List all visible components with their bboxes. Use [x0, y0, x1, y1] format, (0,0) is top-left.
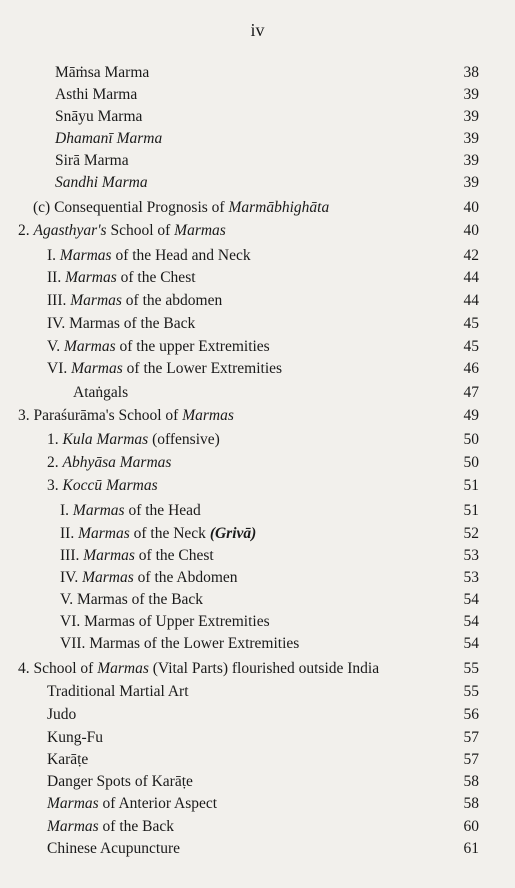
toc-entry [0, 727, 515, 749]
toc-entry-title: Dhamanī Marma [55, 130, 163, 147]
toc-entry-page: 57 [463, 751, 479, 768]
toc-entry [0, 197, 515, 219]
toc-entry-title: V. Marmas of the Back [60, 591, 204, 608]
toc-entry-page: 58 [463, 795, 479, 812]
toc-entry-page: 51 [463, 477, 479, 494]
toc-entry-page: 58 [463, 773, 479, 790]
toc-entry-title: VI. Marmas of the Lower Extremities [47, 360, 283, 377]
toc-entry [0, 475, 515, 497]
toc-entry-page: 55 [463, 660, 479, 677]
toc-entry-title: 3. Paraśurāma's School of Marmas [18, 407, 234, 424]
toc-entry-title: I. Marmas of the Head [60, 502, 201, 519]
toc-entry [0, 220, 515, 242]
toc-entry [0, 589, 515, 611]
toc-entry-title: Sirā Marma [55, 152, 129, 169]
toc-entry-page: 54 [463, 613, 479, 630]
toc-entry-title: Danger Spots of Karāṭe [47, 773, 193, 790]
toc-entry-title: V. Marmas of the upper Extremities [47, 338, 270, 355]
toc-entry-title: Traditional Martial Art [47, 683, 189, 700]
toc-entry [0, 106, 515, 128]
toc-entry-title: III. Marmas of the Chest [60, 547, 214, 564]
toc-entry [0, 633, 515, 655]
toc-entry [0, 313, 515, 335]
toc-entry [0, 382, 515, 404]
page-number: iv [250, 20, 265, 40]
toc-entry-page: 45 [463, 315, 479, 332]
toc-entry [0, 611, 515, 633]
toc-entry [0, 358, 515, 380]
toc-entry-title: VI. Marmas of Upper Extremities [60, 613, 270, 630]
toc-entry-title: Snāyu Marma [55, 108, 143, 125]
toc-entry-title: Māṁsa Marma [55, 64, 150, 81]
toc-entry-title: II. Marmas of the Chest [47, 269, 196, 286]
toc-entry-title: 1. Kula Marmas (offensive) [47, 431, 220, 448]
toc-entry [0, 245, 515, 267]
toc-entry-title: Asthi Marma [55, 86, 138, 103]
toc-entry-title: Chinese Acupuncture [47, 840, 181, 857]
toc-entry-page: 38 [463, 64, 479, 81]
toc-entry-page: 50 [463, 431, 479, 448]
toc-entry-title: Sandhi Marma [55, 174, 148, 191]
toc-entry-title: Kung-Fu [47, 729, 103, 746]
toc-entry-page: 39 [463, 174, 479, 191]
toc-entry [0, 545, 515, 567]
toc-entry-page: 53 [463, 569, 479, 586]
toc-entry-page: 50 [463, 454, 479, 471]
toc-entry [0, 749, 515, 771]
toc-entry [0, 681, 515, 703]
toc-entry-page: 39 [463, 108, 479, 125]
toc-entry-page: 39 [463, 130, 479, 147]
toc-entry [0, 452, 515, 474]
toc-entry-title: IV. Marmas of the Abdomen [60, 569, 238, 586]
toc-entry [0, 290, 515, 312]
toc-entry-page: 54 [463, 635, 479, 652]
toc-entry-title: Judo [47, 706, 77, 723]
toc-entry [0, 429, 515, 451]
toc-entry [0, 523, 515, 545]
toc-entry-page: 61 [463, 840, 479, 857]
toc-entry-page: 44 [463, 269, 479, 286]
toc-entry-page: 54 [463, 591, 479, 608]
toc-entry [0, 567, 515, 589]
toc-entry [0, 267, 515, 289]
toc-entry [0, 658, 515, 680]
toc-entry-page: 42 [463, 247, 479, 264]
toc-entry-title: Marmas of Anterior Aspect [47, 795, 218, 812]
toc-entry-page: 56 [463, 706, 479, 723]
toc-entry [0, 128, 515, 150]
toc-entry [0, 84, 515, 106]
toc-entry-title: Marmas of the Back [47, 818, 174, 835]
toc-entry-page: 55 [463, 683, 479, 700]
toc-entry [0, 150, 515, 172]
toc-entry-page: 40 [463, 222, 479, 239]
toc-entry [0, 838, 515, 860]
toc-entry-page: 52 [463, 525, 479, 542]
toc-entry [0, 793, 515, 815]
toc-entry-title: VII. Marmas of the Lower Extremities [60, 635, 300, 652]
toc-entry-page: 47 [463, 384, 479, 401]
toc-entry-page: 53 [463, 547, 479, 564]
toc-entry [0, 704, 515, 726]
toc-entry-page: 44 [463, 292, 479, 309]
toc-entry-title: 2. Agasthyar's School of Marmas [18, 222, 226, 239]
toc-entry-title: 2. Abhyāsa Marmas [47, 454, 172, 471]
toc-entry-page: 49 [463, 407, 479, 424]
toc-entry-title: 4. School of Marmas (Vital Parts) flourished outside India [18, 660, 380, 677]
toc-entry-page: 39 [463, 86, 479, 103]
toc-entry-title: Karāṭe [47, 751, 89, 768]
toc-entry [0, 405, 515, 427]
toc-entry-title: Ataṅgals [73, 384, 129, 401]
toc-entry-page: 57 [463, 729, 479, 746]
toc-entry-title: (c) Consequential Prognosis of Marmābhighāta [33, 199, 330, 216]
toc-entry [0, 62, 515, 84]
toc-entry-page: 39 [463, 152, 479, 169]
toc-entry-page: 60 [463, 818, 479, 835]
toc-entry [0, 172, 515, 194]
toc-entry [0, 771, 515, 793]
toc-entry-title: 3. Koccū Marmas [47, 477, 158, 494]
toc-entry-page: 40 [463, 199, 479, 216]
toc-entry-title: II. Marmas of the Neck (Grivā) [60, 525, 257, 542]
toc-entry-page: 45 [463, 338, 479, 355]
toc-entry-page: 46 [463, 360, 479, 377]
toc-entry-title: IV. Marmas of the Back [47, 315, 196, 332]
toc-entry [0, 500, 515, 522]
toc-entry-title: III. Marmas of the abdomen [47, 292, 223, 309]
toc-entry [0, 816, 515, 838]
toc-entry [0, 336, 515, 358]
toc-entry-page: 51 [463, 502, 479, 519]
toc-entry-title: I. Marmas of the Head and Neck [47, 247, 251, 264]
